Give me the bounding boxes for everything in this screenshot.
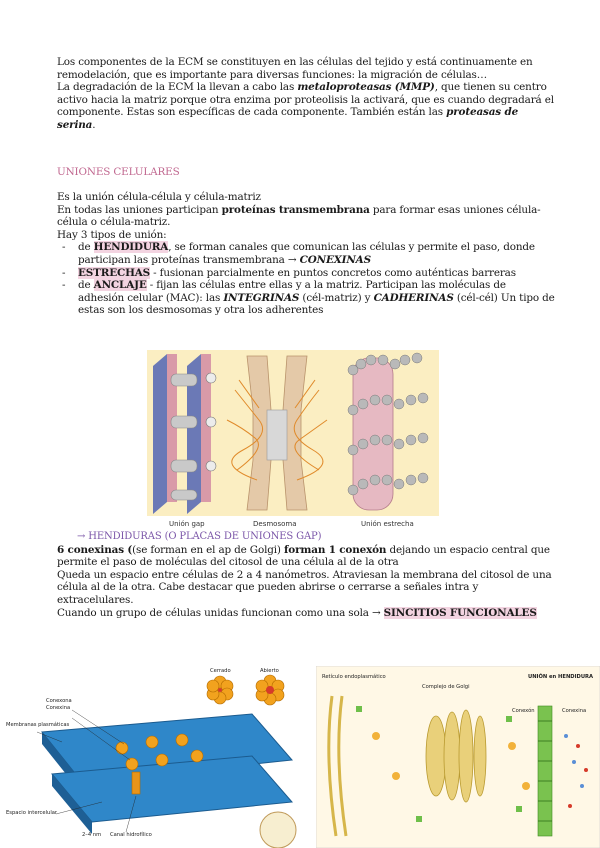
text-run: En todas las uniones participan — [57, 203, 222, 216]
line-todas — [57, 204, 555, 229]
label-estrecha: Unión estrecha — [361, 520, 414, 528]
term-cadherinas: CADHERINAS — [373, 291, 454, 304]
heading-uniones-celulares: UNIONES CELULARES — [57, 166, 180, 178]
intro-text — [57, 56, 555, 132]
figure-junction-types — [147, 350, 439, 530]
heading-text: HENDIDURAS (O PLACAS DE UNIONES GAP) — [88, 531, 322, 542]
term-conexinas: CONEXINAS — [299, 253, 371, 266]
arrow-icon: → — [77, 531, 89, 542]
gap-channel-illustration — [538, 706, 552, 836]
term-sincitios: SINCITIOS FUNCIONALES — [383, 606, 537, 619]
label-desmosoma: Desmosoma — [253, 520, 297, 528]
connexon-open-icon — [256, 675, 284, 705]
hendiduras-section — [57, 531, 555, 619]
label-membranas: Membranas plasmáticas — [6, 722, 70, 728]
text-run: 6 conexinas ( — [57, 543, 133, 556]
term-proteinas: proteínas transmembrana — [221, 203, 370, 216]
paragraph-degradacion — [57, 81, 555, 131]
hendiduras-line1 — [57, 544, 555, 569]
hendiduras-line3 — [57, 607, 555, 620]
label-gap: Unión gap — [169, 520, 205, 528]
term-mmp: metaloproteasas (MMP) — [297, 81, 435, 94]
term-hendidura: HENDIDURA — [93, 241, 169, 254]
text-run: de — [78, 279, 94, 292]
text-run: forman 1 conexón — [283, 543, 387, 556]
list-item — [57, 279, 555, 317]
label-nm: 2–4 nm — [82, 832, 102, 838]
text-run: - fijan las células entre ellas y a la matriz. Participan las moléculas de adhesión celular (MAC): las — [78, 279, 506, 304]
text-run: de — [78, 241, 94, 254]
text-run: La degradación de la ECM la llevan a cabo las — [57, 81, 298, 94]
text-run: (cél-cél) Un tipo de estas son los desmosomas y otra los adherentes — [78, 291, 555, 317]
label-canal: Canal hidrofílico — [110, 832, 152, 838]
text-run: Cuando un grupo de células unidas funcionan como una sola → — [57, 606, 384, 619]
label-fig3-conexina: Conexina — [562, 708, 587, 714]
text-run: , se forman canales que comunican las células y permite el paso, donde participan las proteínas transmembrana → — [78, 241, 535, 266]
figure-golgi-pathway — [316, 666, 600, 848]
text-run: dejando un espacio central que permite el paso de moléculas del citosol de una célula al de la otra — [57, 543, 550, 569]
term-anclaje: ANCLAJE — [93, 279, 147, 292]
label-cerrado: Cerrado — [210, 668, 231, 674]
union-types-list — [57, 241, 555, 317]
paragraph-ecm: Los componentes de la ECM se constituyen en las células del tejido y está continuamente en remodelación, que es importante para diversas funciones: la migración de células… — [57, 56, 533, 81]
label-conexon: Conexona — [46, 698, 72, 704]
text-run: para formar esas uniones célula-célula o célula-matriz. — [57, 203, 541, 229]
heading-hendiduras — [57, 531, 555, 544]
text-run: . — [92, 118, 96, 131]
label-reticulo: Retículo endoplasmático — [322, 674, 386, 680]
label-golgi: Complejo de Golgi — [422, 684, 470, 690]
text-run: - fusionan parcialmente en puntos concretos como auténticas barreras — [150, 266, 516, 279]
label-fig3-conexon: Conexón — [512, 708, 535, 714]
figure-connexon — [2, 662, 302, 848]
text-run: (cél-matriz) y — [299, 291, 374, 304]
text-run: (se forman en el ap de Golgi) — [132, 543, 284, 556]
term-integrinas: INTEGRINAS — [223, 291, 300, 304]
list-item — [57, 267, 555, 280]
label-espacio: Espacio intercelular — [6, 810, 58, 816]
hendiduras-line2: Queda un espacio entre células de 2 a 4 nanómetros. Atraviesan la membrana del citosol de una célula al de la otra. Cabe destacar que pueden abrirse o cerrarse a señales intra y extracelulares. — [57, 568, 552, 606]
term-estrechas: ESTRECHAS — [78, 266, 151, 279]
line-hay: Hay 3 tipos de unión: — [57, 228, 167, 241]
uniones-text — [57, 191, 555, 317]
term-serina: proteasas de serina — [57, 106, 519, 131]
label-conexina: Conexina — [46, 705, 71, 711]
line-es: Es la unión célula-célula y célula-matriz — [57, 191, 261, 203]
text-run: , que tienen su centro activo hacia la matriz porque otra enzima por proteolisis la activará, que es cuando degradará el componente. Estas son específicas de cada componente. También están las — [57, 81, 554, 119]
label-union-hendidura: UNIÓN en HENDIDURA — [528, 674, 594, 680]
list-item — [57, 241, 555, 266]
connexon-closed-icon — [207, 676, 233, 704]
label-abierto: Abierto — [260, 668, 279, 674]
